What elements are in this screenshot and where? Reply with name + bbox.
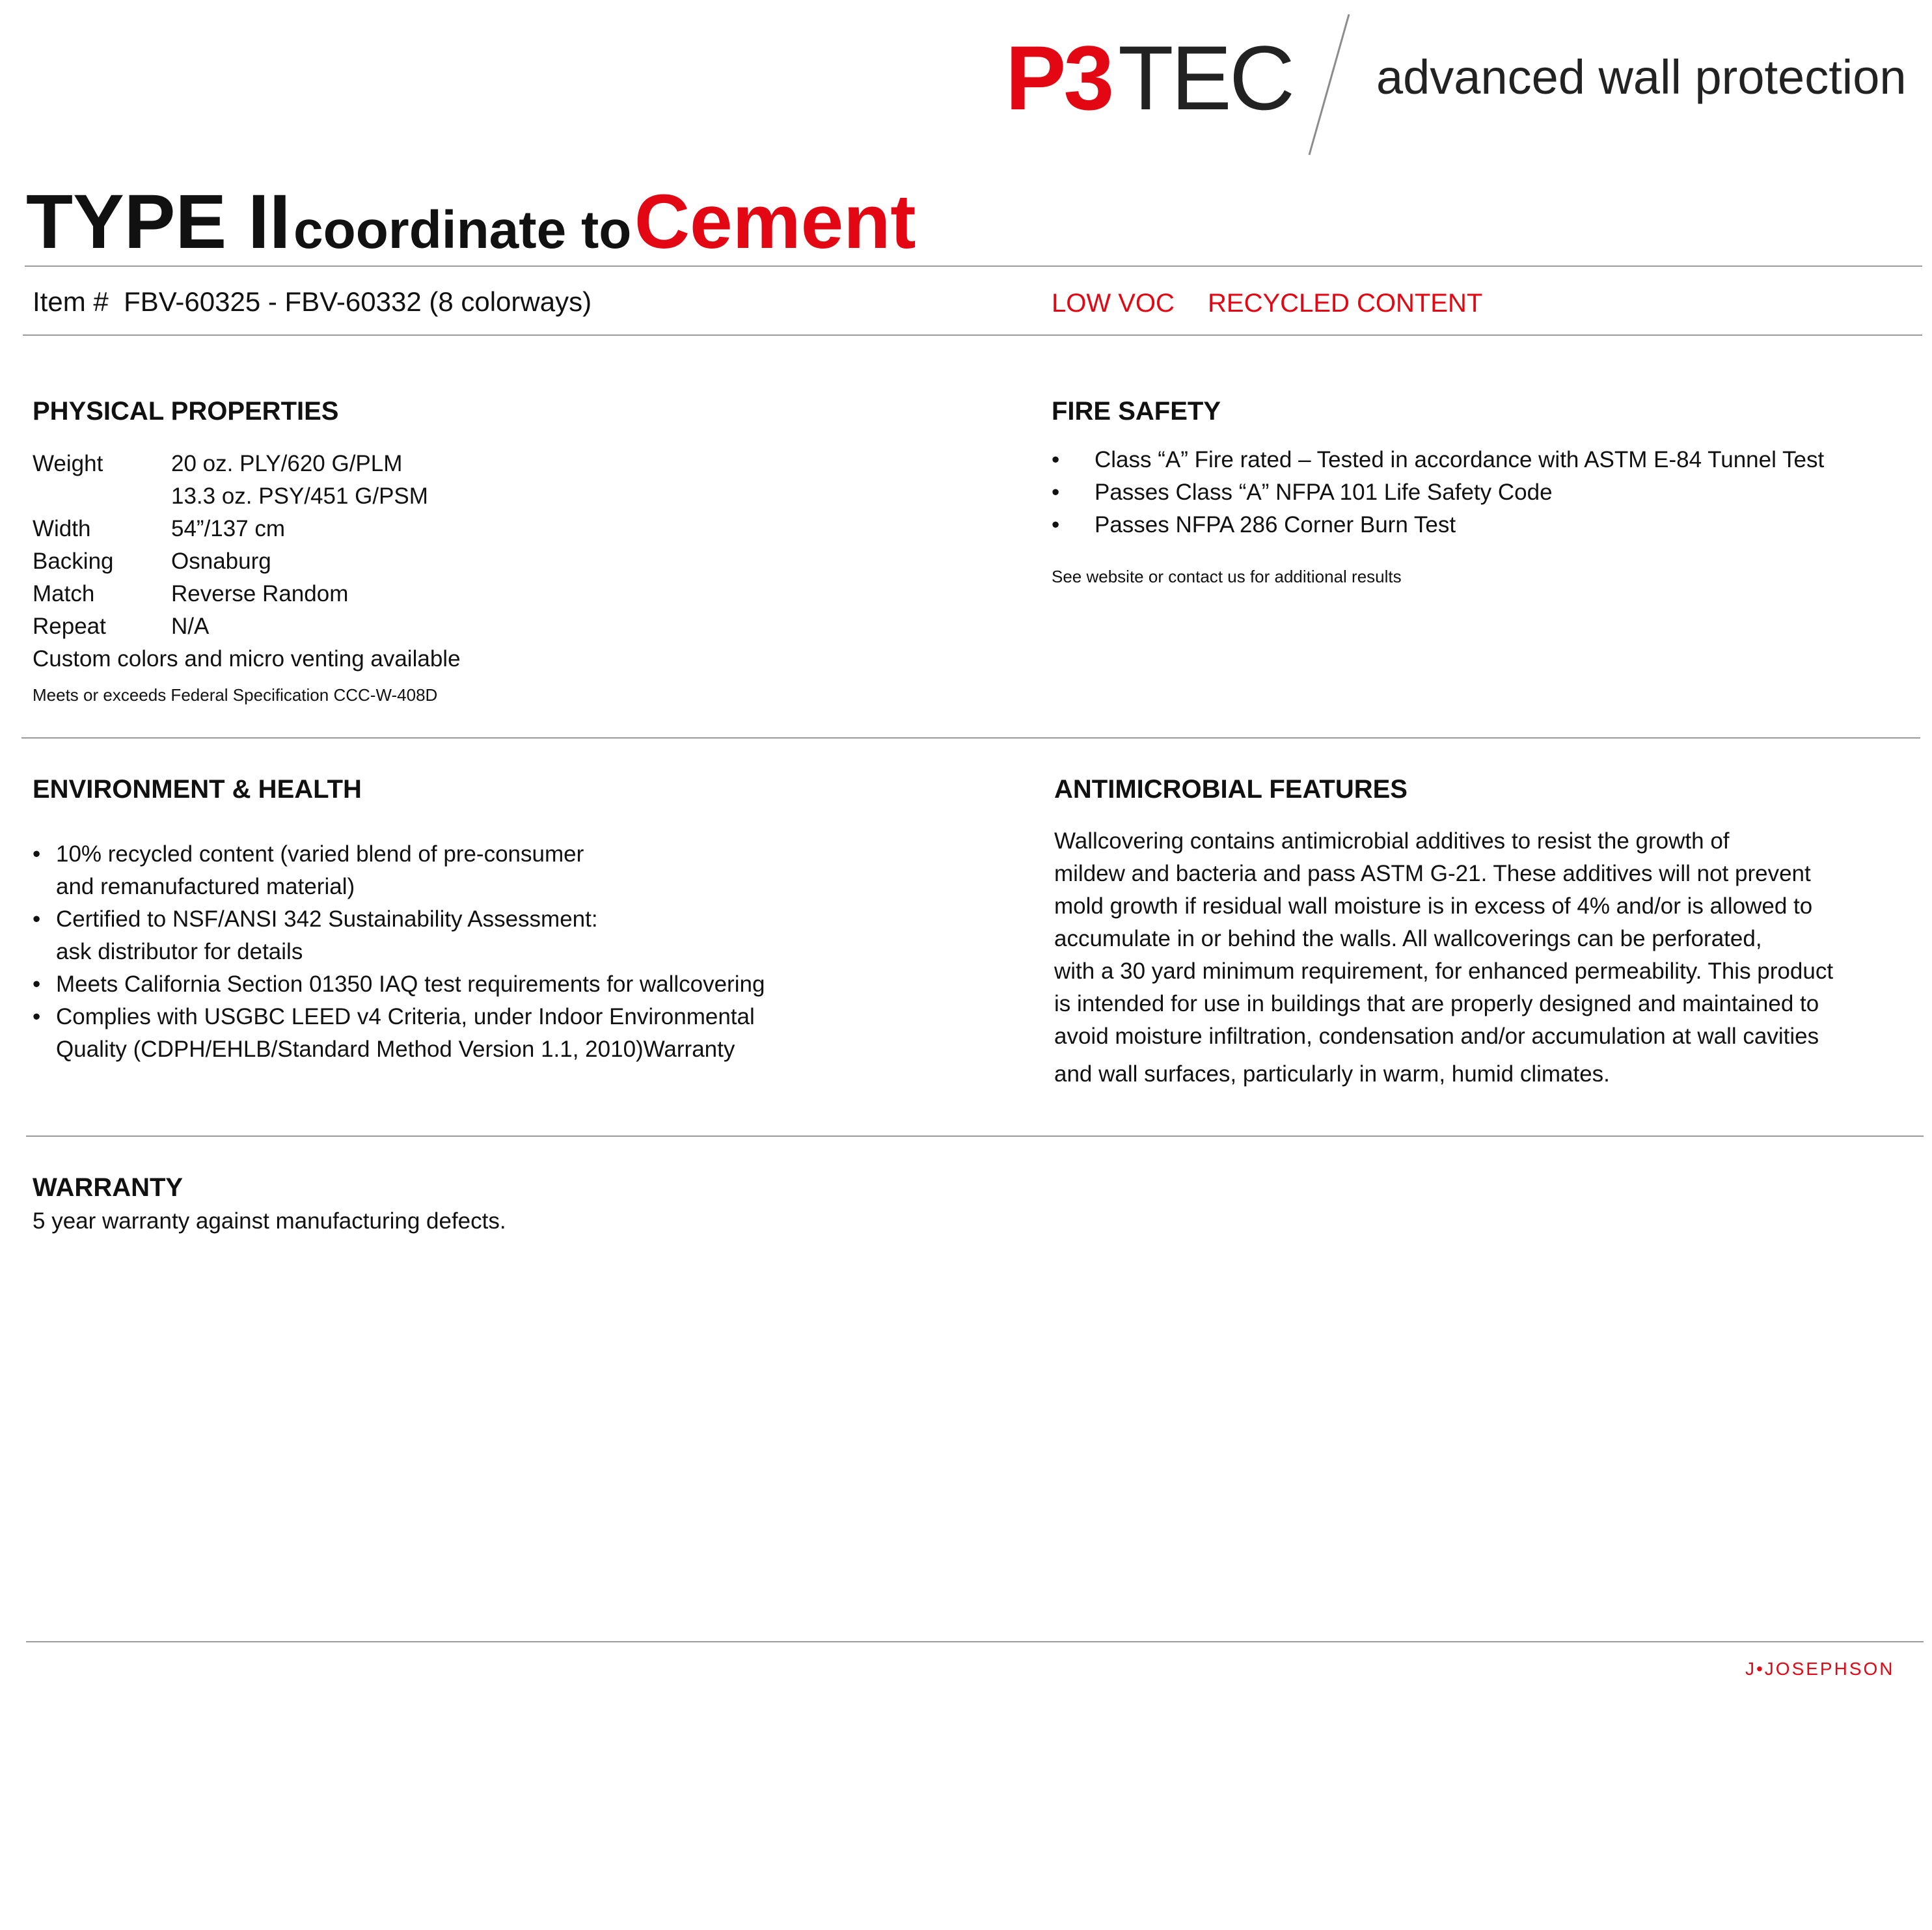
env-item-line: Complies with USGBC LEED v4 Criteria, under Indoor Environmental — [56, 1004, 755, 1029]
warranty-text: 5 year warranty against manufacturing defects. — [33, 1208, 506, 1234]
antimicrobial-line: avoid moisture infiltration, condensation and/or accumulation at wall cavities — [1054, 1024, 1819, 1049]
badge-recycled-content: RECYCLED CONTENT — [1208, 289, 1483, 318]
fire-list-item — [1052, 444, 1824, 476]
fire-item-text: Passes Class “A” NFPA 101 Life Safety Code — [1095, 480, 1553, 505]
env-item-line: Certified to NSF/ANSI 342 Sustainability Assessment: — [56, 906, 598, 932]
divider — [23, 334, 1922, 336]
environment-heading: ENVIRONMENT & HEALTH — [33, 775, 362, 804]
antimicrobial-line: with a 30 yard minimum requirement, for enhanced permeability. This product — [1054, 958, 1834, 984]
environment-list-item — [33, 838, 584, 903]
spec-label: Repeat — [33, 614, 106, 639]
brand-logo-p3: P3 — [1005, 27, 1112, 129]
item-value: FBV-60325 - FBV-60332 (8 colorways) — [124, 286, 592, 317]
bullet: • — [1052, 512, 1060, 537]
spec-row-weight — [33, 452, 402, 475]
bullet: • — [33, 906, 41, 932]
spec-value: Osnaburg — [171, 549, 271, 574]
physical-properties-heading: PHYSICAL PROPERTIES — [33, 397, 339, 426]
antimicrobial-line: Wallcovering contains antimicrobial additives to resist the growth of — [1054, 828, 1730, 854]
antimicrobial-line: mold growth if residual wall moisture is in excess of 4% and/or is allowed to — [1054, 893, 1813, 919]
bullet: • — [33, 841, 41, 867]
spec-row-weight-metric — [33, 485, 428, 508]
antimicrobial-line: is intended for use in buildings that are properly designed and maintained to — [1054, 991, 1819, 1016]
divider — [26, 1135, 1924, 1137]
bullet: • — [1052, 447, 1060, 472]
divider — [25, 265, 1922, 267]
spec-value: N/A — [171, 614, 210, 639]
spec-value: Reverse Random — [171, 581, 349, 606]
env-item-line: Quality (CDPH/EHLB/Standard Method Version 1.1, 2010)Warranty — [56, 1037, 735, 1062]
fire-item-text: Class “A” Fire rated – Tested in accordance with ASTM E-84 Tunnel Test — [1095, 447, 1825, 472]
environment-list-item — [33, 903, 598, 968]
spec-row-backing — [33, 550, 271, 573]
env-item-line: ask distributor for details — [56, 939, 303, 964]
spec-value: 20 oz. PLY/620 G/PLM — [171, 451, 403, 476]
badge-low-voc: LOW VOC — [1052, 289, 1175, 318]
fire-item-text: Passes NFPA 286 Corner Burn Test — [1095, 512, 1456, 537]
antimicrobial-heading: ANTIMICROBIAL FEATURES — [1054, 775, 1408, 804]
fire-safety-heading: FIRE SAFETY — [1052, 397, 1221, 426]
brand-logo-tec: TEC — [1118, 27, 1292, 129]
spec-label: Weight — [33, 451, 103, 476]
spec-row-match — [33, 582, 348, 605]
brand-tagline: advanced wall protection — [1376, 50, 1907, 104]
env-item-line: and remanufactured material) — [56, 874, 355, 899]
divider — [21, 737, 1920, 739]
spec-row-width — [33, 517, 285, 540]
antimicrobial-line: and wall surfaces, particularly in warm, humid climates. — [1054, 1061, 1610, 1087]
footer-logo: J•JOSEPHSON — [1745, 1659, 1895, 1679]
environment-list-item — [33, 968, 765, 1001]
env-item-line: 10% recycled content (varied blend of pre-consumer — [56, 841, 584, 867]
antimicrobial-paragraph — [1054, 825, 1833, 1091]
bullet: • — [33, 1004, 41, 1029]
title-type: TYPE II — [26, 179, 291, 265]
spec-label: Width — [33, 516, 91, 541]
spec-label: Match — [33, 581, 95, 606]
title-color-name: Cement — [634, 179, 916, 265]
title-coordinate: coordinate to — [293, 200, 632, 260]
divider — [26, 1641, 1924, 1642]
bullet: • — [33, 972, 41, 997]
spec-value: 54”/137 cm — [171, 516, 286, 541]
fire-list-item — [1052, 476, 1553, 509]
warranty-heading: WARRANTY — [33, 1173, 184, 1202]
fire-list-item — [1052, 509, 1456, 541]
env-item-line: Meets California Section 01350 IAQ test requirements for wallcovering — [56, 972, 765, 997]
page-title — [26, 179, 916, 265]
environment-list-item — [33, 1001, 755, 1066]
spec-label: Backing — [33, 549, 114, 574]
antimicrobial-line: mildew and bacteria and pass ASTM G-21. These additives will not prevent — [1054, 861, 1811, 886]
custom-colors-note: Custom colors and micro venting available — [33, 646, 461, 672]
federal-spec-note: Meets or exceeds Federal Specification CCC-W-408D — [33, 685, 438, 705]
bullet: • — [1052, 480, 1060, 505]
spec-value: 13.3 oz. PSY/451 G/PSM — [171, 483, 428, 509]
spec-row-repeat — [33, 615, 209, 638]
fire-note: See website or contact us for additional results — [1052, 567, 1402, 586]
antimicrobial-line: accumulate in or behind the walls. All wallcoverings can be perforated, — [1054, 926, 1762, 951]
item-number-line — [33, 288, 592, 316]
item-label: Item # — [33, 286, 109, 317]
